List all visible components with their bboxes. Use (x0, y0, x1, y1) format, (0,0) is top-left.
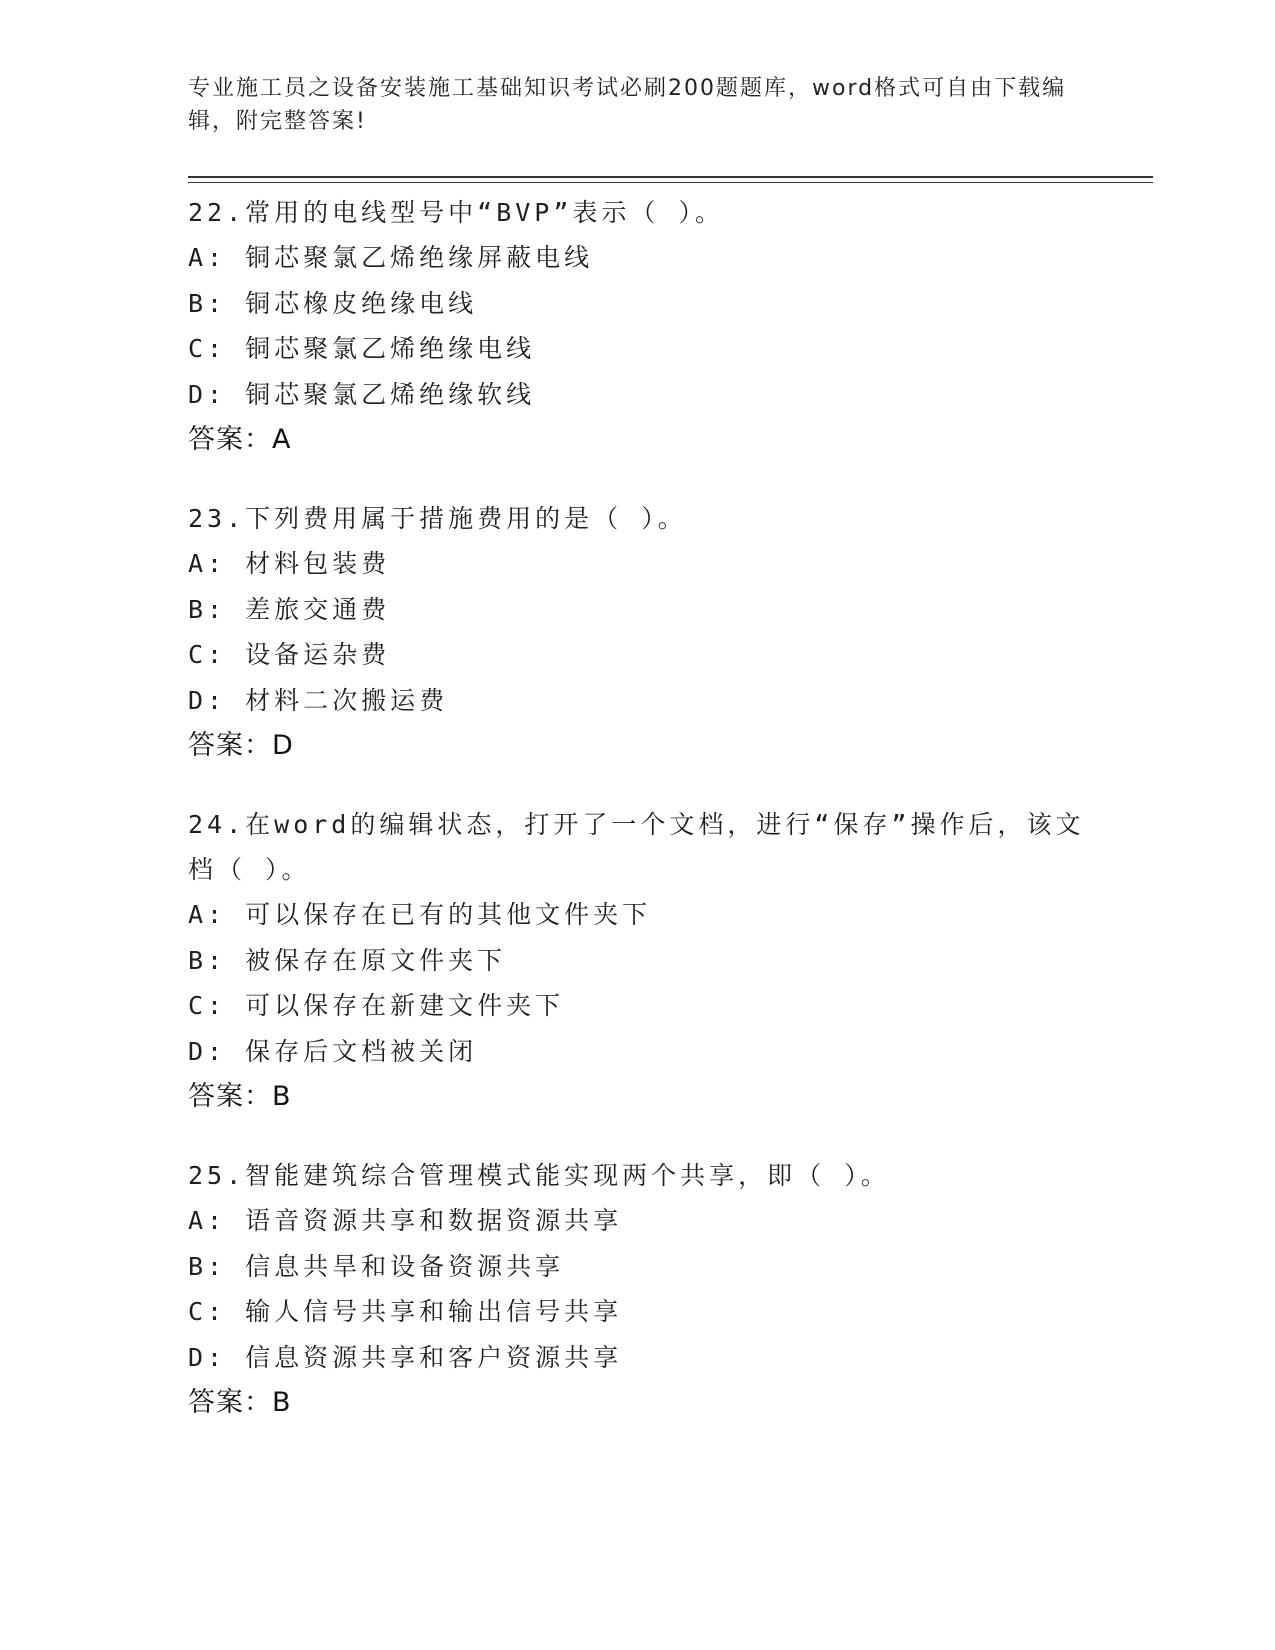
document-header: 专业施工员之设备安装施工基础知识考试必刷200题题库，word格式可自由下载编辑，附完整答案! (188, 76, 1067, 134)
question-25 (188, 1153, 1088, 1425)
option-d: D: 铜芯聚氯乙烯绝缘软线 (188, 379, 536, 409)
answer: 答案：A (188, 424, 292, 455)
option-b: B: 信息共旱和设备资源共享 (188, 1251, 565, 1281)
option-b: B: 差旅交通费 (188, 594, 391, 624)
question-text: 24.在word的编辑状态，打开了一个文档，进行“保存”操作后，该文档（ ）。 (188, 810, 1085, 884)
option-a: A: 材料包装费 (188, 549, 391, 578)
option-a: A: 铜芯聚氯乙烯绝缘屏蔽电线 (188, 243, 594, 272)
option-d: D: 材料二次搬运费 (188, 685, 449, 715)
header-rule-thick (188, 176, 1153, 178)
question-text: 25.智能建筑综合管理模式能实现两个共享，即（ ）。 (188, 1161, 890, 1190)
question-list (188, 190, 1088, 1459)
question-23 (188, 496, 1088, 768)
option-c: C: 可以保存在新建文件夹下 (188, 991, 565, 1020)
answer: 答案：B (188, 1081, 292, 1112)
answer: 答案：D (188, 730, 294, 761)
header-rule-thin (188, 182, 1153, 183)
option-b: B: 被保存在原文件夹下 (188, 945, 507, 975)
option-d: D: 信息资源共享和客户资源共享 (188, 1342, 623, 1372)
answer: 答案：B (188, 1387, 292, 1418)
option-c: C: 输人信号共享和输出信号共享 (188, 1297, 623, 1326)
question-text: 23.下列费用属于措施费用的是（ ）。 (188, 504, 687, 533)
option-d: D: 保存后文档被关闭 (188, 1036, 478, 1066)
option-c: C: 设备运杂费 (188, 640, 391, 669)
question-24 (188, 802, 1088, 1119)
option-a: A: 语音资源共享和数据资源共享 (188, 1206, 623, 1235)
question-text: 22.常用的电线型号中“BVP”表示（ ）。 (188, 198, 724, 227)
option-a: A: 可以保存在已有的其他文件夹下 (188, 900, 652, 929)
option-c: C: 铜芯聚氯乙烯绝缘电线 (188, 334, 536, 363)
option-b: B: 铜芯橡皮绝缘电线 (188, 288, 478, 318)
question-22 (188, 190, 1088, 462)
